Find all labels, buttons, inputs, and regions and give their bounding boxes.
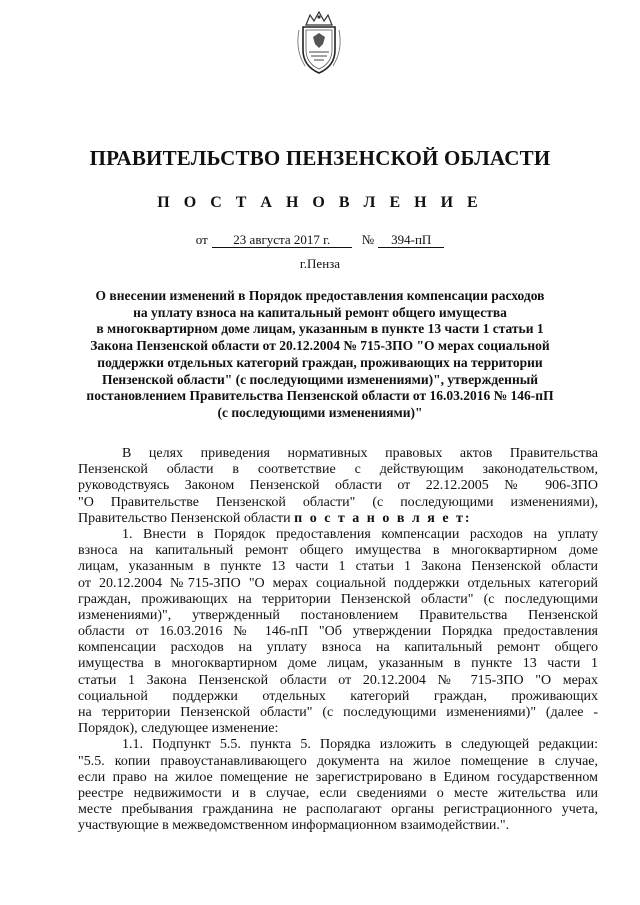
city-line: г.Пенза bbox=[299, 256, 341, 271]
resolves-word: п о с т а н о в л я е т: bbox=[294, 510, 472, 526]
item-1-1-line: 1.1. Подпункт 5.5. пункта 5. Порядка изложить в следующей редакции: bbox=[122, 737, 598, 753]
item-1-line: взноса на капитальный ремонт общего имущества в многоквартирном доме bbox=[78, 543, 598, 559]
body-line: "О Правительстве Пензенской области" (с последующими изменениями), bbox=[78, 494, 598, 510]
item-1-1-line: если право на жилое помещение не зарегистрировано в Едином государственном bbox=[78, 769, 598, 785]
item-1-1-line: месте пребывания гражданина не располагают органы регистрационного учета, bbox=[78, 802, 598, 818]
subject-line: О внесении изменений в Порядок предоставления компенсации расходов bbox=[95, 288, 545, 303]
subject-line: Пензенской области" (с последующими изменениями)", утвержденный bbox=[101, 371, 539, 387]
subject-line: (с последующими изменениями)" bbox=[217, 404, 423, 420]
item-1-1-line: "5.5. копии правоустанавливающего документа на жилое помещение в случае, bbox=[78, 753, 598, 769]
subject-line: на уплату взноса на капитальный ремонт общего имущества bbox=[133, 304, 507, 320]
item-1-line: 1. Внести в Порядок предоставления компенсации расходов на уплату bbox=[122, 526, 598, 542]
item-1-line: лицам, указанным в пункте 13 части 1 статьи 1 Закона Пензенской области bbox=[78, 559, 598, 575]
number-field: 394-пП bbox=[378, 233, 444, 248]
date-field: 23 августа 2017 г. bbox=[212, 233, 352, 248]
body-line: В целях приведения нормативных правовых актов Правительства bbox=[122, 446, 598, 461]
subject-line: постановлением Правительства Пензенской области от 16.03.2016 № 146-пП bbox=[86, 388, 554, 404]
item-1-line: граждан, проживающих на территории Пензенской области" (с последующими bbox=[78, 591, 598, 607]
item-1-line: Порядок), следующее изменение: bbox=[78, 721, 279, 737]
document-type-heading: П О С Т А Н О В Л Е Н И Е bbox=[157, 194, 483, 211]
preamble-last-text: Правительство Пензенской области bbox=[78, 510, 291, 526]
item-1-line: статьи 1 Закона Пензенской области от 20.12.2004 № 715-ЗПО "О мерах bbox=[78, 672, 598, 688]
item-1-1-line: участвующие в межведомственном информационном взаимодействии.". bbox=[78, 818, 510, 834]
item-1-line: области от 16.03.2016 № 146-пП "Об утверждении Порядка предоставления bbox=[78, 624, 598, 640]
item-1-line: на территории Пензенской области" (с последующими изменениями)" (далее - bbox=[78, 705, 598, 720]
item-1-1-line: реестре недвижимости и в случае, если сведениями о месте жительства или bbox=[78, 785, 598, 801]
number-prefix: № bbox=[361, 232, 375, 247]
body-line bbox=[78, 511, 598, 527]
government-title: ПРАВИТЕЛЬСТВО ПЕНЗЕНСКОЙ ОБЛАСТИ bbox=[89, 146, 551, 170]
item-1-line: имущества в многоквартирном доме лицам, указанным в пункте 13 части 1 bbox=[78, 656, 598, 672]
item-1-line: социальной поддержки отдельных категорий граждан, проживающих bbox=[78, 688, 598, 704]
document-subject bbox=[70, 288, 570, 422]
date-prefix: от bbox=[195, 232, 208, 247]
document-body bbox=[78, 446, 598, 835]
body-line: руководствуясь Законом Пензенской области от 22.12.2005 № 906-ЗПО bbox=[78, 478, 598, 494]
subject-line: Закона Пензенской области от 20.12.2004 № 715-ЗПО "О мерах социальной bbox=[90, 338, 550, 354]
penza-coat-of-arms-icon bbox=[293, 10, 345, 76]
subject-line: в многоквартирном доме лицам, указанным в пункте 13 части 1 статьи 1 bbox=[96, 321, 544, 337]
item-1-line: изменениями)", утвержденный постановлением Правительства Пензенской bbox=[78, 607, 598, 623]
item-1-line: от 20.12.2004 №715-ЗПО "О мерах социальной поддержки отдельных категорий bbox=[78, 575, 598, 591]
subject-line: поддержки отдельных категорий граждан, проживающих на территории bbox=[97, 354, 543, 370]
body-line: Пензенской области в соответствие с действующим законодательством, bbox=[78, 462, 598, 478]
date-number-line bbox=[0, 232, 640, 248]
item-1-line: компенсации расходов на уплату взноса на капитальный ремонт общего bbox=[78, 640, 598, 656]
